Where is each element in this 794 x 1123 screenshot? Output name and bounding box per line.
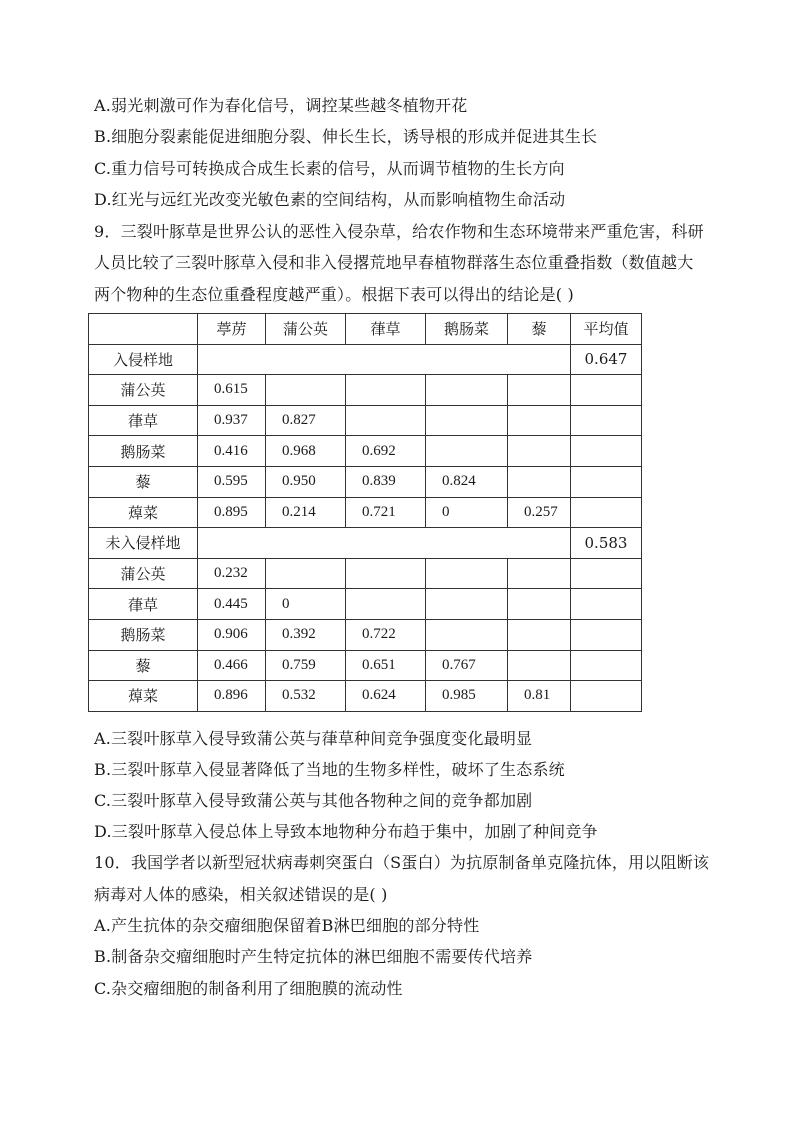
table-cell <box>346 558 426 589</box>
table-cell <box>426 375 508 406</box>
table-cell <box>571 681 642 712</box>
table-cell: 0.824 <box>426 466 508 497</box>
option-b-q8: B.细胞分裂素能促进细胞分裂、伸长生长，诱导根的形成并促进其生长 <box>94 127 598 146</box>
option-b-q10: B.制备杂交瘤细胞时产生特定抗体的淋巴细胞不需要传代培养 <box>94 947 533 966</box>
header-cell: 藜 <box>508 314 571 345</box>
header-cell <box>89 314 198 345</box>
table-cell: 0.950 <box>266 466 346 497</box>
table-header-row <box>89 314 642 345</box>
option-a-q8: A.弱光刺激可作为春化信号，调控某些越冬植物开花 <box>94 96 468 115</box>
table-row <box>89 558 642 589</box>
table-cell <box>426 405 508 436</box>
row-label: 蔊菜 <box>89 681 198 712</box>
table-cell: 0.906 <box>198 619 266 650</box>
table-row <box>89 681 642 712</box>
option-a-q9: A.三裂叶豚草入侵导致蒲公英与葎草种间竞争强度变化最明显 <box>94 729 533 748</box>
table-cell <box>508 405 571 436</box>
table-row <box>89 619 642 650</box>
row-label: 蒲公英 <box>89 375 198 406</box>
table-cell <box>426 619 508 650</box>
table-cell <box>571 375 642 406</box>
table-cell: 0.466 <box>198 650 266 681</box>
table-cell: 0.827 <box>266 405 346 436</box>
table-cell <box>508 619 571 650</box>
table-cell <box>571 558 642 589</box>
table-cell: 0.895 <box>198 497 266 528</box>
table-cell <box>426 589 508 620</box>
table-cell <box>571 650 642 681</box>
table-row <box>89 650 642 681</box>
table-cell: 0.767 <box>426 650 508 681</box>
question-10-stem-line1: 10．我国学者以新型冠状病毒刺突蛋白（S蛋白）为抗原制备单克隆抗体，用以阻断该 <box>94 853 710 872</box>
table-row <box>89 466 642 497</box>
table-cell <box>508 650 571 681</box>
table-cell <box>571 466 642 497</box>
table-cell: 0.896 <box>198 681 266 712</box>
table-cell: 0.445 <box>198 589 266 620</box>
table-cell <box>346 589 426 620</box>
table-cell <box>508 589 571 620</box>
table-cell: 0.615 <box>198 375 266 406</box>
table-cell <box>426 558 508 589</box>
table-cell <box>198 528 571 559</box>
average-cell: 0.583 <box>571 528 642 559</box>
option-c-q9: C.三裂叶豚草入侵导致蒲公英与其他各物种之间的竞争都加剧 <box>94 791 533 810</box>
niche-overlap-table <box>88 313 642 712</box>
question-9-stem-line1: 9．三裂叶豚草是世界公认的恶性入侵杂草，给农作物和生态环境带来严重危害，科研 <box>94 222 704 241</box>
row-label: 藜 <box>89 650 198 681</box>
row-label: 蔊菜 <box>89 497 198 528</box>
row-label: 鹅肠菜 <box>89 436 198 467</box>
header-cell: 葶苈 <box>198 314 266 345</box>
table-cell: 0.257 <box>508 497 571 528</box>
table-cell <box>571 619 642 650</box>
table-row <box>89 497 642 528</box>
table-cell: 0.692 <box>346 436 426 467</box>
header-cell: 葎草 <box>346 314 426 345</box>
question-9-stem-line2: 人员比较了三裂叶豚草入侵和非入侵撂荒地早春植物群落生态位重叠指数（数值越大 <box>94 253 694 272</box>
table-cell: 0.214 <box>266 497 346 528</box>
header-cell: 蒲公英 <box>266 314 346 345</box>
table-cell: 0.624 <box>346 681 426 712</box>
row-label: 葎草 <box>89 405 198 436</box>
row-label: 葎草 <box>89 589 198 620</box>
table-cell <box>571 405 642 436</box>
table-cell: 0.937 <box>198 405 266 436</box>
table-cell <box>508 466 571 497</box>
table-cell: 0 <box>426 497 508 528</box>
row-label: 未入侵样地 <box>89 528 198 559</box>
table-row <box>89 344 642 375</box>
option-c-q8: C.重力信号可转换成合成生长素的信号，从而调节植物的生长方向 <box>94 159 565 178</box>
table-cell <box>508 436 571 467</box>
table-cell <box>571 589 642 620</box>
table-cell: 0.595 <box>198 466 266 497</box>
table-cell: 0.722 <box>346 619 426 650</box>
option-b-q9: B.三裂叶豚草入侵显著降低了当地的生物多样性，破坏了生态系统 <box>94 760 565 779</box>
table-cell <box>266 558 346 589</box>
table-cell: 0 <box>266 589 346 620</box>
table-cell: 0.759 <box>266 650 346 681</box>
table-cell: 0.532 <box>266 681 346 712</box>
table-cell <box>571 497 642 528</box>
row-label: 蒲公英 <box>89 558 198 589</box>
table-cell <box>508 375 571 406</box>
table-row <box>89 528 642 559</box>
table-cell <box>346 375 426 406</box>
table-row <box>89 375 642 406</box>
option-a-q10: A.产生抗体的杂交瘤细胞保留着B淋巴细胞的部分特性 <box>94 916 480 935</box>
table-cell: 0.416 <box>198 436 266 467</box>
table-cell: 0.81 <box>508 681 571 712</box>
table-cell <box>508 558 571 589</box>
question-9-stem-line3: 两个物种的生态位重叠程度越严重）。根据下表可以得出的结论是( ) <box>94 285 574 304</box>
table-cell <box>266 375 346 406</box>
table-cell <box>198 344 571 375</box>
table-row <box>89 436 642 467</box>
table-cell: 0.985 <box>426 681 508 712</box>
row-label: 入侵样地 <box>89 344 198 375</box>
option-c-q10: C.杂交瘤细胞的制备利用了细胞膜的流动性 <box>94 979 403 998</box>
header-cell: 平均值 <box>571 314 642 345</box>
question-10-stem-line2: 病毒对人体的感染，相关叙述错误的是( ) <box>94 885 388 904</box>
table-row <box>89 405 642 436</box>
option-d-q8: D.红光与远红光改变光敏色素的空间结构，从而影响植物生命活动 <box>94 190 566 209</box>
table-cell: 0.968 <box>266 436 346 467</box>
row-label: 藜 <box>89 466 198 497</box>
table-cell: 0.651 <box>346 650 426 681</box>
header-cell: 鹅肠菜 <box>426 314 508 345</box>
table-cell: 0.721 <box>346 497 426 528</box>
row-label: 鹅肠菜 <box>89 619 198 650</box>
table-cell: 0.839 <box>346 466 426 497</box>
table-cell <box>426 436 508 467</box>
table-cell: 0.232 <box>198 558 266 589</box>
table-cell <box>346 405 426 436</box>
average-cell: 0.647 <box>571 344 642 375</box>
table-row <box>89 589 642 620</box>
table-cell <box>571 436 642 467</box>
option-d-q9: D.三裂叶豚草入侵总体上导致本地物种分布趋于集中，加剧了种间竞争 <box>94 822 598 841</box>
table-cell: 0.392 <box>266 619 346 650</box>
